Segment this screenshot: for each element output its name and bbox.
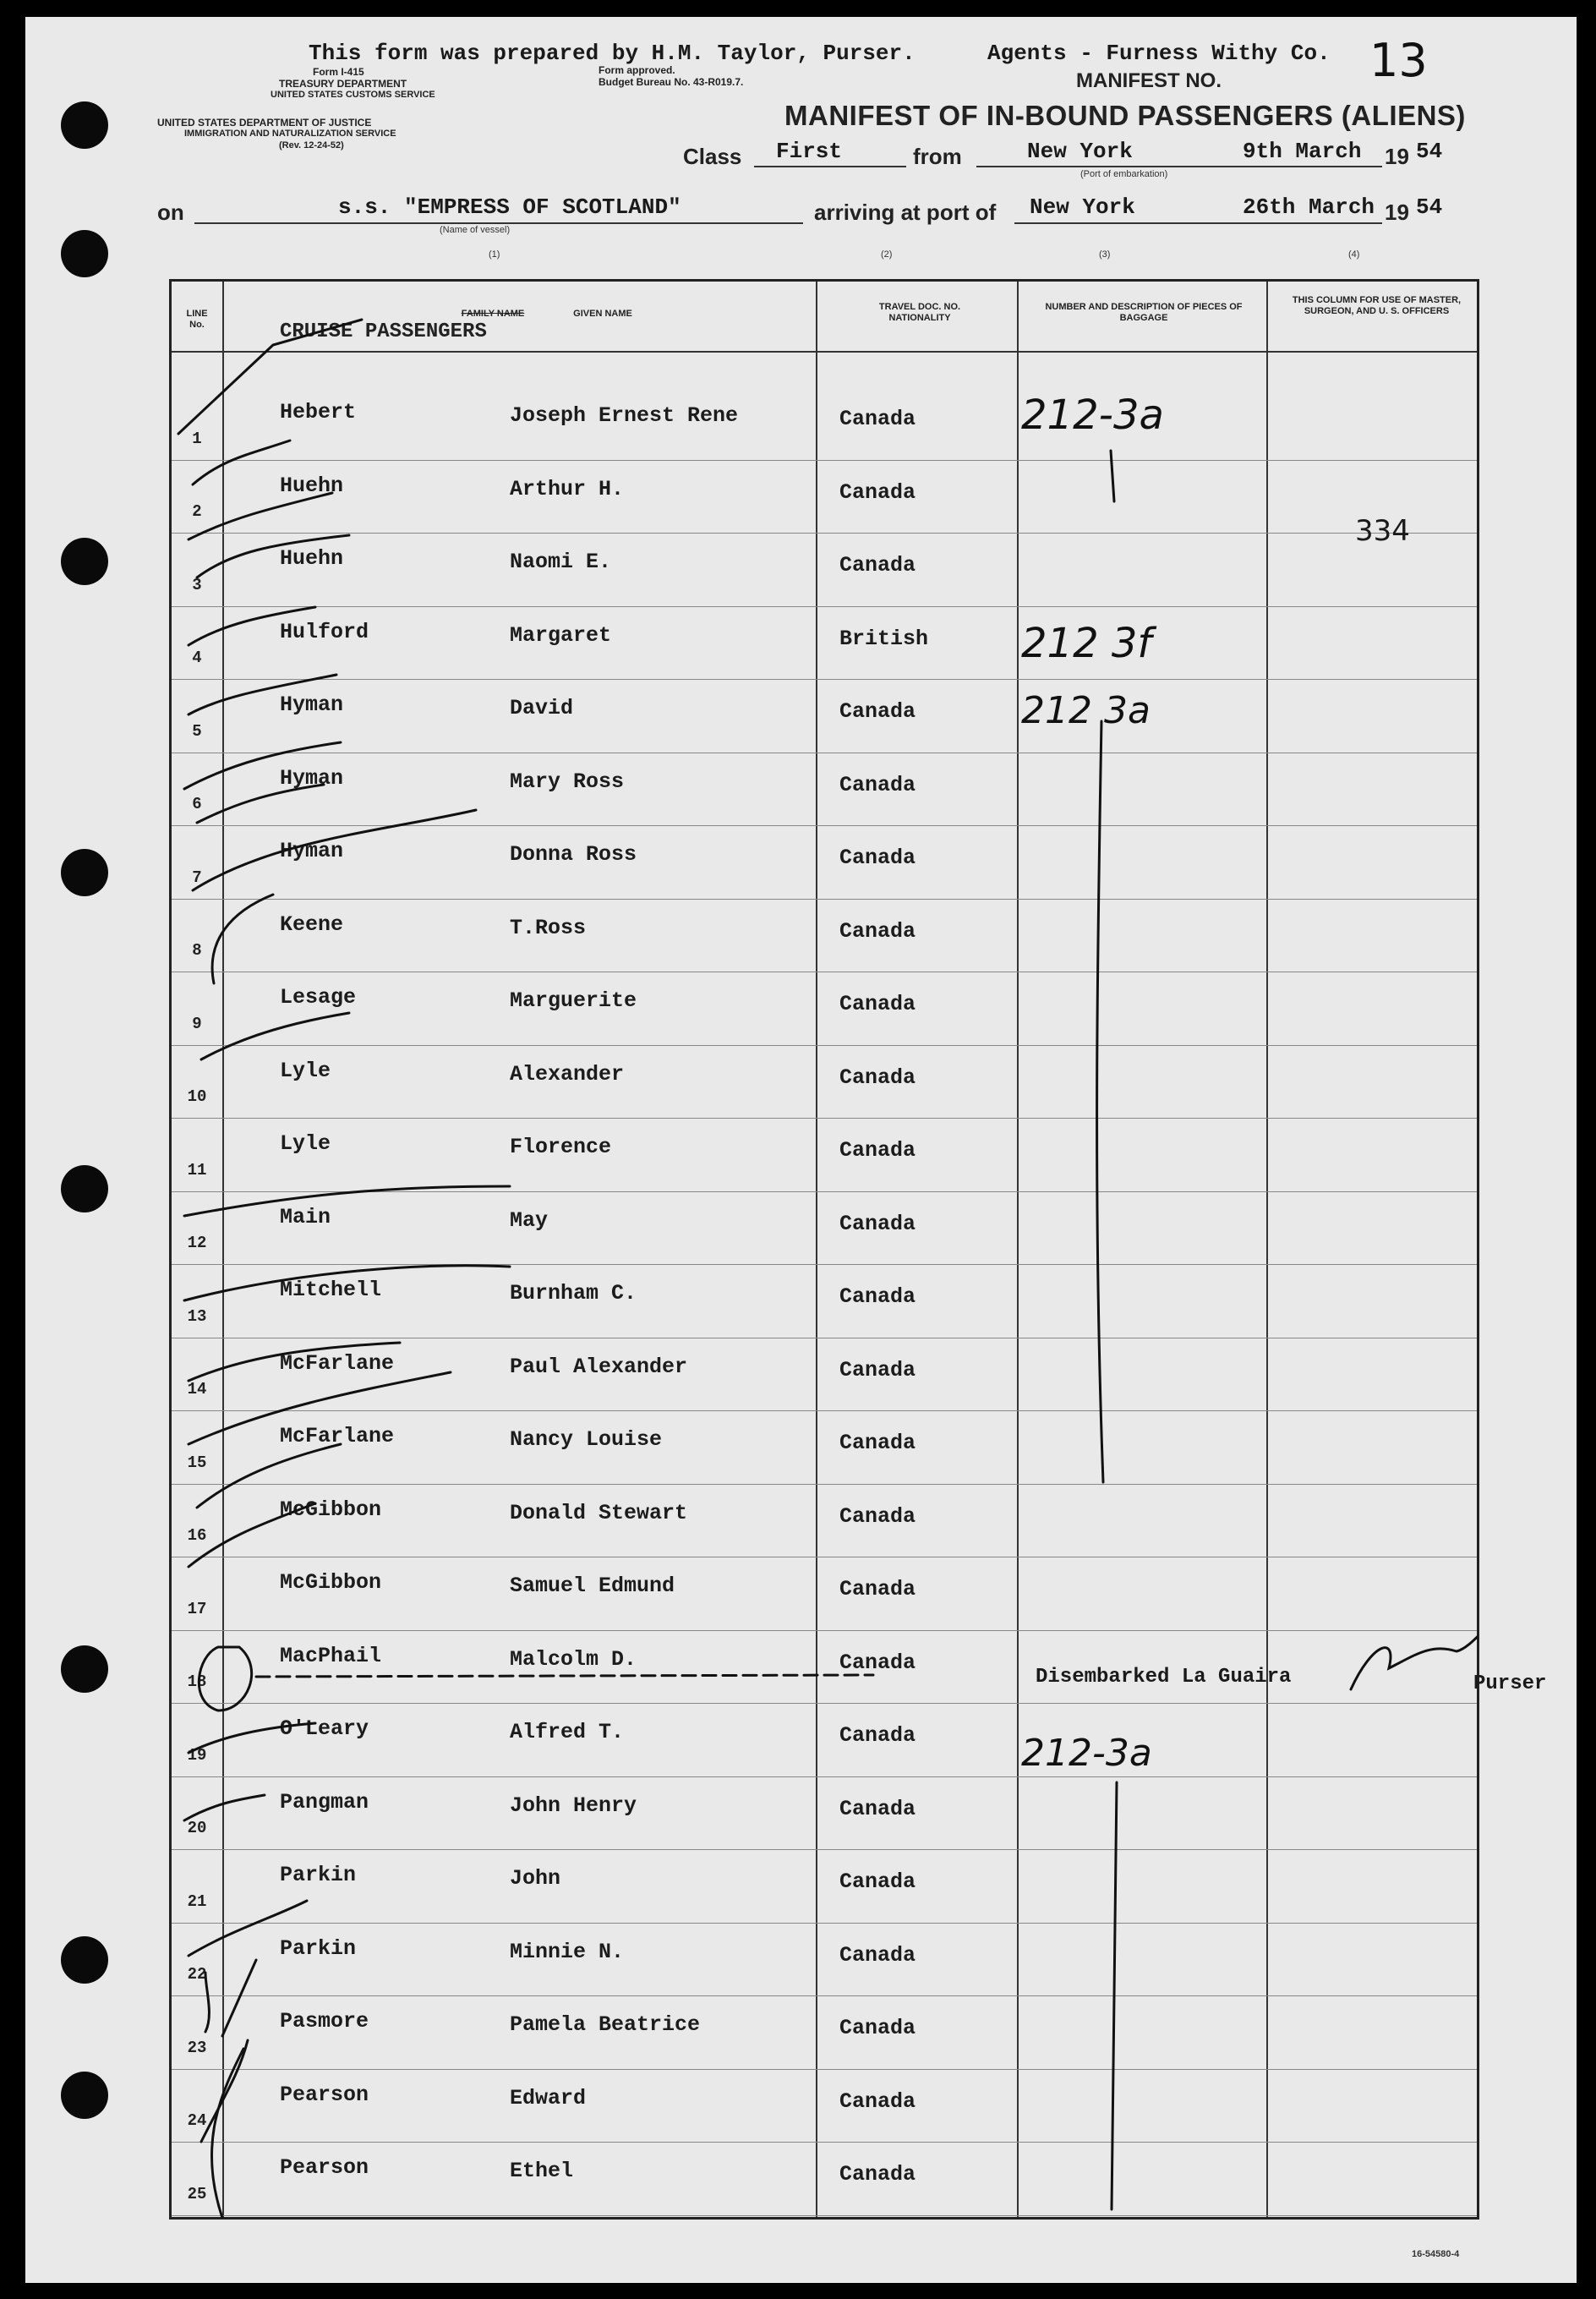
nationality: Canada [839,1357,916,1382]
handwritten-marks [172,282,1478,2218]
arrival-date: 26th March [1243,194,1375,220]
given-name: Alfred T. [510,1720,625,1744]
from-underline [976,166,1382,167]
budget-bureau: Budget Bureau No. 43-R019.7. [598,76,744,88]
binder-hole [61,538,108,585]
binder-hole [61,101,108,149]
line-number: 11 [187,1160,207,1180]
cruise-passengers-label: CRUISE PASSENGERS [280,320,487,343]
family-name: McGibbon [280,1570,382,1595]
department-of-justice: UNITED STATES DEPARTMENT OF JUSTICE [157,117,372,129]
nationality: Canada [839,1723,916,1748]
line-number: 14 [187,1380,207,1399]
arrival-port: New York [1030,194,1135,220]
line-number: 24 [187,2111,207,2130]
port-embarkation-caption: (Port of embarkation) [1080,169,1168,179]
family-name: McGibbon [280,1497,382,1522]
nationality: Canada [839,1650,916,1675]
arrival-year-prefix: 19 [1385,200,1409,225]
family-name: Lyle [280,1058,331,1083]
customs-service: UNITED STATES CUSTOMS SERVICE [271,90,435,100]
family-name: Hyman [280,839,344,863]
from-port: New York [1027,139,1133,164]
col-index-2: (2) [881,249,893,260]
nationality: Canada [839,1503,916,1529]
baggage-note-line19: 212-3a [1021,1732,1152,1775]
line-number: 2 [192,502,202,521]
class-underline [754,166,906,167]
header-travel-doc: TRAVEL DOC. NO. NATIONALITY [878,302,961,323]
nationality: Canada [839,1211,916,1236]
line-number: 17 [187,1599,207,1618]
baggage-note-line1: 212-3a [1021,391,1164,439]
nationality: Canada [839,1065,916,1090]
given-name: Florence [510,1135,612,1159]
given-name: Pamela Beatrice [510,2012,701,2037]
line-number: 7 [192,868,202,887]
family-name: Pangman [280,1789,369,1815]
baggage-note-line5: 212 3a [1021,689,1151,732]
nationality: Canada [839,1869,916,1894]
family-name: O'Leary [280,1716,369,1741]
nationality: Canada [839,992,916,1016]
col-index-4: (4) [1348,249,1360,260]
line-number: 1 [192,429,202,448]
family-name: Hyman [280,692,344,717]
header-officers: THIS COLUMN FOR USE OF MASTER, SURGEON, AND U. S. OFFICERS [1292,295,1462,316]
given-name: David [510,696,574,720]
ins-service: IMMIGRATION AND NATURALIZATION SERVICE [184,129,396,139]
family-name: Hebert [280,400,357,424]
given-name: Malcolm D. [510,1646,637,1672]
line-number: 8 [192,941,202,960]
header-family-name: FAMILY NAME [461,309,525,319]
line-number: 15 [187,1453,207,1472]
treasury-department: TREASURY DEPARTMENT [279,78,407,90]
family-name: Huehn [280,473,344,498]
given-name: Nancy Louise [510,1427,663,1452]
line-number: 21 [187,1891,207,1911]
header-baggage: NUMBER AND DESCRIPTION OF PIECES OF BAGGAGE [1045,302,1243,323]
vessel-underline [194,222,803,224]
given-name: Margaret [510,622,612,648]
binder-hole [61,230,108,277]
nationality: Canada [839,846,916,870]
line-number: 25 [187,2184,207,2203]
binder-hole [61,849,108,896]
given-name: John Henry [510,1793,637,1818]
nationality: Canada [839,553,916,577]
nationality: Canada [839,479,916,505]
binder-hole [61,1165,108,1212]
given-name: Burnham C. [510,1281,637,1306]
binder-hole [61,1936,108,1984]
family-name: Lesage [280,985,357,1010]
vessel-name: s.s. "EMPRESS OF SCOTLAND" [338,194,681,220]
passenger-table [169,279,1547,2220]
arriving-label: arriving at port of [814,200,997,225]
col-index-3: (3) [1099,249,1111,260]
nationality: Canada [839,407,916,431]
baggage-note-line4: 212 3f [1021,620,1152,667]
given-name: Naomi E. [510,550,612,574]
given-name: Alexander [510,1061,625,1087]
manifest-sheet [25,17,1577,2283]
from-year-prefix: 19 [1385,144,1409,169]
line-number: 20 [187,1819,207,1837]
line-number: 3 [192,575,202,594]
given-name: Arthur H. [510,476,625,501]
nationality: Canada [839,2162,916,2187]
nationality: Canada [839,918,916,944]
family-name: Parkin [280,1935,357,1961]
line-number: 18 [187,1672,207,1691]
family-name: Pasmore [280,2009,369,2034]
nationality: Canada [839,1577,916,1601]
family-name: Hyman [280,765,344,791]
family-name: Hulford [280,619,369,644]
family-name: Main [280,1204,331,1229]
family-name: MacPhail [280,1643,382,1668]
manifest-title: MANIFEST OF IN-BOUND PASSENGERS (ALIENS) [784,100,1466,131]
given-name: Ethel [510,2159,574,2183]
nationality: Canada [839,699,916,724]
given-name: Mary Ross [510,769,625,794]
given-name: John [510,1866,561,1891]
given-name: Donna Ross [510,842,637,867]
nationality: Canada [839,1138,916,1163]
vessel-caption: (Name of vessel) [440,225,511,235]
line-number: 19 [187,1745,207,1765]
family-name: Parkin [280,1863,357,1887]
family-name: Pearson [280,2155,369,2180]
prepared-by-line: This form was prepared by H.M. Taylor, Purser. [309,41,916,66]
given-name: May [510,1207,549,1233]
nationality: Canada [839,2016,916,2040]
from-year: 54 [1416,139,1443,164]
line-number: 13 [187,1306,207,1326]
footer-code: 16-54580-4 [1412,2249,1460,2259]
given-name: T.Ross [510,915,587,940]
family-name: McFarlane [280,1350,395,1376]
form-revision: (Rev. 12-24-52) [279,140,344,151]
line-number: 6 [192,795,202,813]
disembarked-note: Disembarked La Guaira [1036,1666,1292,1689]
header-given-name: GIVEN NAME [573,309,632,319]
nationality: Canada [839,2088,916,2114]
line-number: 12 [187,1234,207,1252]
given-name: Donald Stewart [510,1500,688,1525]
header-line-no: LINE No. [186,309,208,330]
line-number: 9 [192,1014,202,1033]
nationality: Canada [839,772,916,797]
arrival-year: 54 [1416,194,1443,220]
given-name: Marguerite [510,988,637,1013]
form-approved: Form approved. [598,64,675,76]
given-name: Samuel Edmund [510,1574,675,1598]
purser-label: Purser [1473,1672,1547,1695]
binder-hole [61,2072,108,2119]
given-name: Edward [510,2085,587,2110]
agents-line: Agents - Furness Withy Co. [987,41,1331,66]
given-name: Minnie N. [510,1939,625,1964]
col-index-1: (1) [489,249,500,260]
class-value: First [776,139,843,164]
arrival-underline [1014,222,1382,224]
family-name: Mitchell [280,1278,382,1302]
family-name: Lyle [280,1131,331,1156]
form-number: Form I-415 [313,66,364,78]
given-name: Joseph Ernest Rene [510,403,739,428]
family-name: Pearson [280,2082,369,2107]
on-label: on [157,200,184,225]
family-name: Keene [280,911,344,937]
line-number: 10 [187,1087,207,1106]
nationality: Canada [839,1942,916,1968]
nationality: Canada [839,1431,916,1455]
line-number: 22 [187,1965,207,1984]
line-number: 5 [192,721,202,741]
family-name: Huehn [280,546,344,571]
from-date: 9th March [1243,139,1362,164]
given-name: Paul Alexander [510,1354,688,1379]
binder-hole [61,1645,108,1693]
class-label: Class [683,144,742,169]
nationality: Canada [839,1284,916,1309]
line-number: 23 [187,2038,207,2057]
from-label: from [913,144,962,169]
line-number: 16 [187,1526,207,1545]
officers-note: 334 [1355,514,1410,548]
manifest-number-handwritten: 13 [1369,34,1428,87]
family-name: McFarlane [280,1424,395,1448]
nationality: British [839,626,929,651]
line-number: 4 [192,649,202,667]
nationality: Canada [839,1796,916,1821]
manifest-no-label: MANIFEST NO. [1076,69,1222,92]
